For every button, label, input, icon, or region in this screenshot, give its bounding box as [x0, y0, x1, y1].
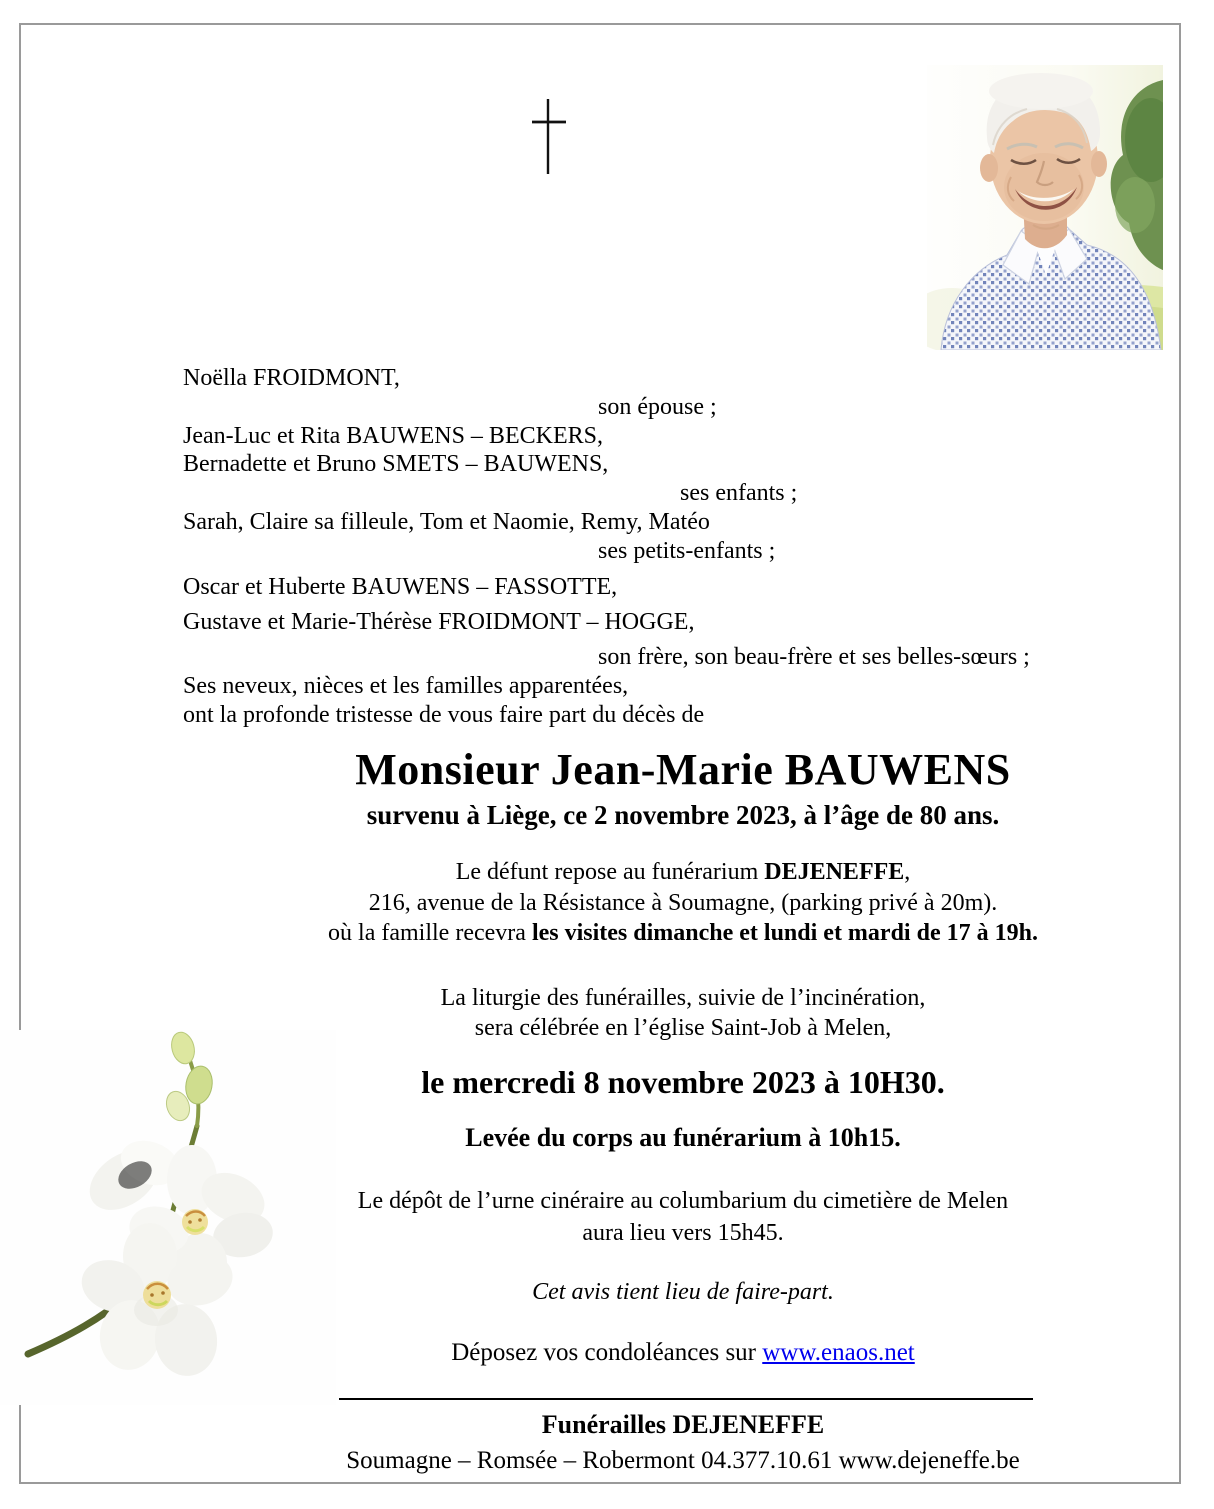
family-line: Bernadette et Bruno SMETS – BAUWENS,: [183, 451, 609, 478]
columbarium-line-1: Le dépôt de l’urne cinéraire au columbarium du cimetière de Melen: [357, 1188, 1009, 1214]
funeral-home-name: DEJENEFFE: [764, 859, 905, 885]
liturgy-line-1: La liturgie des funérailles, suivie de l’incinération,: [440, 985, 926, 1011]
repose-suffix: ,: [904, 859, 911, 885]
family-line: Jean-Luc et Rita BAUWENS – BECKERS,: [183, 422, 603, 449]
announcement-line: ont la profonde tristesse de vous faire part du décès de: [183, 701, 705, 728]
condolences-line: [183, 1338, 1183, 1368]
funeral-home-footer-address: Soumagne – Romsée – Robermont 04.377.10.61 www.dejeneffe.be: [346, 1447, 1020, 1474]
visits-line: [183, 919, 1183, 947]
family-line: Noëlla FROIDMONT,: [183, 365, 400, 391]
cross-icon: [525, 92, 575, 192]
visits-prefix: où la famille recevra: [328, 920, 532, 946]
condolences-prefix: Déposez vos condoléances sur: [451, 1339, 763, 1366]
columbarium-line-2: aura lieu vers 15h45.: [582, 1220, 784, 1246]
footer-divider: [339, 1398, 1033, 1400]
visits-schedule: les visites dimanche et lundi et mardi de 17 à 19h.: [531, 920, 1038, 946]
family-list: [183, 364, 1183, 730]
levee-du-corps: Levée du corps au funérarium à 10h15.: [465, 1123, 901, 1152]
family-line: Oscar et Huberte BAUWENS – FASSOTTE,: [183, 573, 618, 600]
family-line: Sarah, Claire sa filleule, Tom et Naomie, Remy, Matéo: [183, 508, 710, 535]
family-line: Gustave et Marie-Thérèse FROIDMONT – HOGGE,: [183, 609, 695, 636]
ceremony-datetime: le mercredi 8 novembre 2023 à 10H30.: [421, 1064, 945, 1100]
family-relation-label: son épouse ;: [598, 393, 717, 420]
liturgy-line-2: sera célébrée en l’église Saint-Job à Melen,: [474, 1015, 892, 1041]
deceased-name: Monsieur Jean-Marie BAUWENS: [355, 745, 1011, 794]
funeral-home-footer-name: Funérailles DEJENEFFE: [541, 1410, 825, 1439]
family-relation-label: ses petits-enfants ;: [598, 537, 776, 564]
enaos-link[interactable]: www.enaos.net: [762, 1339, 915, 1366]
family-relation-label: son frère, son beau-frère et ses belles-sœurs ;: [598, 644, 1030, 671]
family-relation-label: ses enfants ;: [680, 480, 798, 507]
funerarium-address: 216, avenue de la Résistance à Soumagne, (parking privé à 20m).: [368, 890, 998, 916]
portrait-photo: [927, 65, 1163, 350]
faire-part-notice: Cet avis tient lieu de faire-part.: [532, 1279, 834, 1305]
death-details: survenu à Liège, ce 2 novembre 2023, à l’âge de 80 ans.: [366, 800, 1000, 830]
repose-prefix: Le défunt repose au funérarium: [455, 859, 765, 885]
family-line: Ses neveux, nièces et les familles apparentées,: [183, 672, 629, 699]
repose-line: [183, 858, 1183, 886]
